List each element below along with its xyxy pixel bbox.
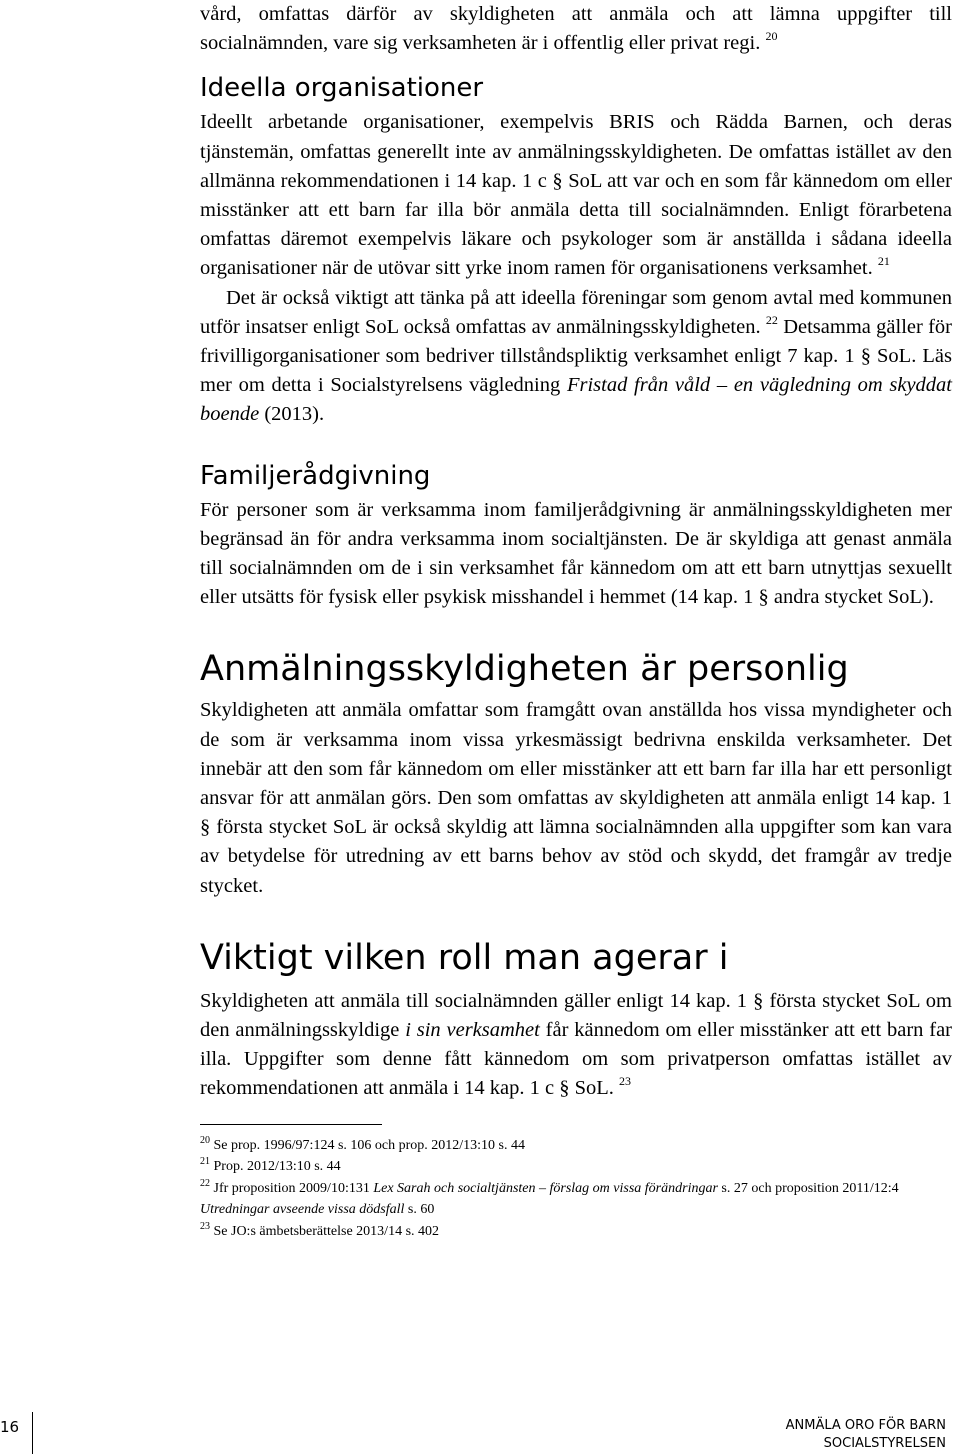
paragraph-text: (2013). [259,403,325,426]
section-heading: Anmälningsskyldigheten är personlig [200,649,849,690]
paragraph-text: Detsamma gäller för frivilligorganisationer som bedriver tillståndspliktig verksamhet enligt 7 kap. 1 § SoL. Läs mer om detta i Socialstyrelsens vägledning [200,315,953,397]
footnotes [200,1124,952,1243]
page-number: 16 [0,1418,20,1436]
footnote-text: Prop. 2012/13:10 s. 44 [213,1159,341,1175]
paragraph: För personer som är verksamma inom familjerådgivning är anmälningsskyldigheten mer begränsad än för andra verksamma inom socialtjänsten. De är skyldiga att genast anmäla till socialnämnden om de i sin verksamhet får kännedom om att ett barn utnyttjas sexuellt eller utsätts för fysisk eller psykisk misshandel i hemmet (14 kap. 1 § andra stycket SoL). [200,498,952,609]
footnote-divider [200,1124,382,1125]
footnote-number: 20 [200,1134,210,1146]
section-heading: Viktigt vilken roll man agerar i [200,937,729,978]
publication-name: ANMÄLA ORO FÖR BARN [785,1418,946,1433]
paragraph: Skyldigheten att anmäla omfattar som framgått ovan anställda hos vissa myndigheter och de som är verksamma inom vissa yrkesmässigt bedrivna enskilda verksamheter. Det innebär att den som får kännedom om eller misstänker att ett barn far illa har ett personligt ansvar för att anmälan görs. Den som omfattas av skyldigheten att anmäla enligt 14 kap. 1 § första stycket SoL är också skyldig att lämna socialnämnden alla uppgifter som kan vara av betydelse för utredning av ett barns behov av stöd och skydd, det framgår av tredje stycket. [200,699,952,897]
footnote-title: Utredningar avseende vissa dödsfall [200,1202,405,1218]
footnote-ref: 22 [765,312,778,327]
footnote-text: Se prop. 1996/97:124 s. 106 och prop. 2012/13:10 s. 44 [213,1137,525,1153]
section-heading: Familjerådgivning [200,460,431,491]
footnote-text: Se JO:s ämbetsberättelse 2013/14 s. 402 [213,1223,440,1239]
footer-divider [32,1412,33,1454]
footnote-text: s. 60 [404,1202,435,1218]
footnote-ref: 20 [765,29,778,44]
footnote-ref: 23 [619,1074,631,1089]
footnote-number: 23 [200,1220,210,1232]
footnote [200,1156,952,1178]
paragraph [200,0,952,58]
page-footer [0,1412,960,1454]
footnote-text: Jfr proposition 2009/10:131 [213,1180,374,1196]
emphasis-text: i sin verksamhet [405,1019,540,1042]
footnote-ref: 21 [877,254,890,269]
paragraph-text: vård, omfattas därför av skyldigheten att anmäla och att lämna uppgifter till socialnämnden, vare sig verksamheten är i offentlig eller privat regi. [200,3,952,55]
publication-title: Fristad från våld – en vägledning om skyddat boende [200,374,953,426]
paragraph-text: får kännedom om eller misstänker att ett barn far illa. Uppgifter som denne fått kännedom om som privatperson omfattas istället av rekommendationen att anmäla i 14 kap. 1 c § SoL. [200,1019,952,1100]
paragraph-text: Ideellt arbetande organisationer, exempelvis BRIS och Rädda Barnen, och deras tjänstemän, omfattas generellt inte av anmälningsskyldigheten. De omfattas istället av den allmänna rekommendationen i 14 kap. 1 c § SoL att var och en som får kännedom om eller misstänker att ett barn far illa bör anmäla detta till socialnämnden. Enligt förarbetena omfattas däremot exempelvis läkare och psykologer som är anställda i sådana ideella organisationer när de utövar sitt yrke inom ramen för organisationens verksamhet. [200,111,952,280]
paragraph [200,108,952,283]
paragraph-text: Skyldigheten att anmäla till socialnämnden gäller enligt 14 kap. 1 § första stycket SoL om den anmälningsskyldige [200,989,952,1042]
paragraph-text: Det är också viktigt att tänka på att ideella föreningar som genom avtal med kommunen utför insatser enligt SoL också omfattas av anmälningsskyldigheten. [200,286,952,338]
footnote [200,1178,952,1221]
paragraph [200,987,952,1104]
footnote [200,1221,952,1243]
footer-publication [786,1417,946,1453]
publisher-name: SOCIALSTYRELSEN [823,1436,946,1451]
footnote-number: 22 [200,1177,210,1189]
footnote-text: s. 27 och proposition 2011/12:4 [717,1180,899,1196]
footnote-title: Lex Sarah och socialtjänsten – förslag om vissa förändringar [373,1180,718,1196]
paragraph [200,284,952,430]
document-body [200,0,952,1242]
footnote [200,1135,952,1157]
footnote-number: 21 [200,1156,210,1168]
section-heading: Ideella organisationer [200,73,484,104]
